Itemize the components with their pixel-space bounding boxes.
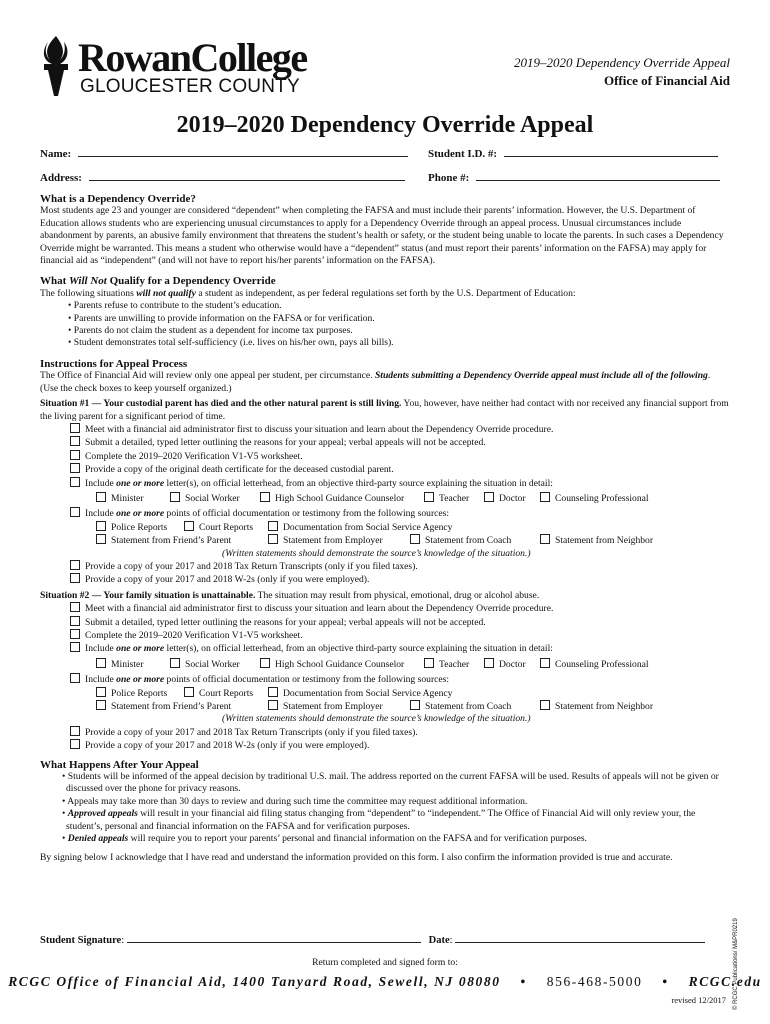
- statement-note: (Written statements should demonstrate the source’s knowledge of the situation.): [222, 713, 531, 725]
- doc-option: [96, 700, 268, 713]
- doc-options: [40, 521, 730, 534]
- source-option: [170, 492, 260, 505]
- source-option: [424, 658, 484, 671]
- publication-code: © RCGC Publications/ M&PR0219: [733, 918, 739, 1010]
- doc-option: [268, 687, 452, 700]
- form-body: [40, 193, 730, 864]
- source-option: [170, 658, 260, 671]
- checkbox[interactable]: [70, 560, 80, 570]
- doc-label: Police Reports: [111, 687, 168, 699]
- doc-label: Documentation from Social Service Agency: [283, 687, 453, 699]
- address-field-row: [40, 170, 405, 184]
- page-title: 2019–2020 Dependency Override Appeal: [176, 112, 594, 138]
- after-item-em: Denied appeals: [67, 833, 129, 845]
- checkbox[interactable]: [484, 492, 494, 502]
- after-item: • Denied appeals will require you to report your parents’ personal and financial information on the FAFSA and for verification purposes.: [62, 833, 587, 845]
- signature-field[interactable]: [127, 932, 421, 943]
- source-label: High School Guidance Counselor: [275, 658, 405, 670]
- checkbox[interactable]: [70, 463, 80, 473]
- situation-2: [40, 590, 730, 602]
- doc-option: [268, 521, 452, 534]
- not-heading-c: Qualify for a Dependency Override: [106, 275, 276, 288]
- not-item: • Parents are unwilling to provide information on the FAFSA or for verification.: [68, 312, 375, 324]
- after-item-em: Approved appeals: [67, 808, 138, 820]
- after-item: • Appeals may take more than 30 days to review and during such time the committee may request additional information.: [62, 795, 528, 807]
- doc-label: Court Reports: [199, 521, 254, 533]
- source-label: Minister: [111, 492, 144, 504]
- doc-label: Statement from Friend’s Parent: [111, 535, 232, 547]
- situation-1-label: Situation #1 — Your custodial parent has died and the other natural parent is still living.: [40, 398, 402, 410]
- doc-option: [268, 534, 410, 547]
- footer-office: RCGC Office of Financial Aid, 1400 Tanyard Road, Sewell, NJ 08080: [8, 974, 501, 989]
- header-office: Office of Financial Aid: [603, 73, 730, 88]
- doc-label: Documentation from Social Service Agency: [283, 521, 453, 533]
- checkbox[interactable]: [410, 700, 420, 710]
- checklist-item: [40, 463, 730, 476]
- checkbox[interactable]: [484, 658, 494, 668]
- checkbox[interactable]: [70, 477, 80, 487]
- checklist-text: Include: [85, 643, 117, 655]
- checklist-text-em: one or more: [116, 643, 165, 655]
- not-intro-a: The following situations: [40, 287, 137, 299]
- source-label: Counseling Professional: [555, 492, 649, 504]
- checkbox[interactable]: [540, 700, 550, 710]
- checklist-text: Submit a detailed, typed letter outlining the reasons for your appeal; verbal appeals will not be accepted.: [85, 437, 486, 449]
- checkbox[interactable]: [268, 521, 278, 531]
- doc-label: Statement from Employer: [283, 701, 383, 713]
- after-item-text: will require you to report your parents’ personal and financial information on the FAFSA and for verification purposes.: [128, 833, 587, 845]
- checkbox[interactable]: [70, 642, 80, 652]
- not-item: • Parents refuse to contribute to the student’s education.: [68, 300, 282, 312]
- source-option: [484, 492, 540, 505]
- header-right: [514, 54, 730, 90]
- what-heading: What is a Dependency Override?: [40, 193, 196, 205]
- source-option: [260, 492, 424, 505]
- torch-icon: [38, 34, 74, 100]
- doc-option: [96, 521, 184, 534]
- revised-date: revised 12/2017: [671, 995, 726, 1005]
- checkbox[interactable]: [70, 450, 80, 460]
- checklist-text: Meet with a financial aid administrator first to discuss your situation and learn about the Dependency Override procedure.: [85, 423, 554, 435]
- checkbox[interactable]: [96, 534, 106, 544]
- checkbox[interactable]: [540, 658, 550, 668]
- phone-label: Phone #:: [428, 172, 470, 184]
- after-item-text: will result in your financial aid filing status changing from “dependent” to “independent.” The Office of Financial Aid will only review your, the student’s, personal and financial information on the FAFSA and for verification purposes.: [66, 808, 696, 832]
- not-heading: [40, 275, 730, 287]
- logo-name: RowanCollege: [78, 35, 307, 80]
- checkbox[interactable]: [70, 739, 80, 749]
- address-field[interactable]: [89, 170, 405, 181]
- checkbox[interactable]: [170, 658, 180, 668]
- source-option: [96, 658, 170, 671]
- source-option: [484, 658, 540, 671]
- doc-option: [540, 534, 653, 547]
- checkbox[interactable]: [70, 673, 80, 683]
- checkbox[interactable]: [268, 687, 278, 697]
- checkbox[interactable]: [96, 700, 106, 710]
- checkbox[interactable]: [96, 521, 106, 531]
- signature-label: Student Signature: [40, 935, 122, 946]
- checkbox[interactable]: [540, 534, 550, 544]
- checklist-text: points of official documentation or testimony from the following sources:: [164, 508, 450, 520]
- doc-options: [40, 534, 730, 547]
- checklist-text-em: one or more: [116, 508, 165, 520]
- after-item: • Students will be informed of the appeal decision by traditional U.S. mail. The address reported on the current FAFSA will be used. Results of appeals will not be given or discussed over the phone for privacy reasons.: [62, 771, 719, 795]
- checkbox[interactable]: [96, 687, 106, 697]
- not-heading-a: What: [40, 275, 70, 288]
- checklist-item: [40, 507, 730, 520]
- doc-label: Statement from Coach: [425, 535, 512, 547]
- checklist-item: [40, 673, 730, 686]
- source-label: Doctor: [499, 658, 526, 670]
- checkbox[interactable]: [424, 492, 434, 502]
- phone-field-row: [428, 170, 720, 184]
- source-options: [40, 658, 730, 671]
- checkbox[interactable]: [70, 629, 80, 639]
- phone-field[interactable]: [476, 170, 720, 181]
- checkbox[interactable]: [70, 726, 80, 736]
- checklist-item: [40, 602, 730, 615]
- source-label: Social Worker: [185, 492, 240, 504]
- checklist-text: Provide a copy of your 2017 and 2018 Tax Return Transcripts (only if you filed taxes).: [85, 726, 418, 738]
- student-id-label: Student I.D. #:: [428, 148, 498, 160]
- name-field-row: [40, 146, 408, 160]
- checklist-text: Submit a detailed, typed letter outlining the reasons for your appeal; verbal appeals will not be accepted.: [85, 616, 486, 628]
- college-logo: [38, 34, 308, 100]
- student-id-field[interactable]: [504, 146, 718, 157]
- footer-phone: 856-468-5000: [546, 974, 643, 989]
- checklist-item: [40, 629, 730, 642]
- checkbox[interactable]: [424, 658, 434, 668]
- checklist-text: letter(s), on official letterhead, from an objective third-party source explaining the situation in detail:: [164, 643, 553, 655]
- date-field[interactable]: [455, 932, 705, 943]
- source-option: [540, 492, 649, 505]
- checklist-item: [40, 726, 730, 739]
- checklist-text-em: one or more: [116, 477, 165, 489]
- checklist-item: [40, 642, 730, 655]
- source-option: [260, 658, 424, 671]
- instr-heading: Instructions for Appeal Process: [40, 357, 188, 370]
- checkbox[interactable]: [70, 616, 80, 626]
- checklist-text: Include: [85, 508, 117, 520]
- source-option: [96, 492, 170, 505]
- date-label: Date: [428, 935, 450, 946]
- checklist-text: Include: [85, 674, 117, 686]
- source-option: [540, 658, 649, 671]
- source-label: Minister: [111, 658, 144, 670]
- what-body: Most students age 23 and younger are considered “dependent” when completing the FAFSA and must include their parents’ information. However, the U.S. Department of Education allows students who are experiencing unusual circumstances to apply for a Dependency Override through an appeal process. Unusual circumstances include abandonment by parents, an abusive family environment that threatens the student’s health or safety, or the student being unable to locate the parents. In such cases a Dependency Override might be warranted. This means a student who otherwise would have a “dependent” status (and must report their parents’ information on the FAFSA) may apply for financial aid as “independent” (and will not have to report his/her parents’ information on the FAFSA).: [40, 205, 724, 267]
- checkbox[interactable]: [70, 436, 80, 446]
- checkbox[interactable]: [170, 492, 180, 502]
- checklist-text: points of official documentation or testimony from the following sources:: [164, 674, 450, 686]
- doc-label: Statement from Neighbor: [555, 701, 654, 713]
- checkbox[interactable]: [260, 492, 270, 502]
- not-intro-c: a student as independent, as per federal regulations set forth by the U.S. Department of Education:: [195, 287, 576, 299]
- checklist-text: Include: [85, 477, 117, 489]
- instr-intro: [40, 370, 730, 395]
- instr-intro-a: The Office of Financial Aid will review only one appeal per student, per circumstance.: [40, 370, 375, 382]
- checklist-text: Provide a copy of the original death certificate for the deceased custodial parent.: [85, 464, 394, 476]
- doc-option: [96, 687, 184, 700]
- checkbox[interactable]: [268, 700, 278, 710]
- checkbox[interactable]: [70, 602, 80, 612]
- checkbox[interactable]: [70, 573, 80, 583]
- checkbox[interactable]: [260, 658, 270, 668]
- statement-note: (Written statements should demonstrate the source’s knowledge of the situation.): [222, 547, 531, 559]
- source-label: Doctor: [499, 492, 526, 504]
- return-instructions: Return completed and signed form to:: [312, 957, 458, 968]
- header-form-title: 2019–2020 Dependency Override Appeal: [513, 55, 730, 70]
- checkbox[interactable]: [96, 492, 106, 502]
- source-option: [424, 492, 484, 505]
- checkbox[interactable]: [70, 507, 80, 517]
- doc-label: Court Reports: [199, 687, 254, 699]
- checkbox[interactable]: [540, 492, 550, 502]
- after-item: • Approved appeals will result in your financial aid filing status changing from “dependent” to “independent.” The Office of Financial Aid will only review your, the student’s, personal and financial information on the FAFSA and for verification purposes.: [62, 808, 696, 832]
- source-label: Teacher: [439, 658, 470, 670]
- doc-label: Statement from Friend’s Parent: [111, 701, 232, 713]
- checklist-text: Complete the 2019–2020 Verification V1-V5 worksheet.: [85, 630, 303, 641]
- doc-option: [184, 687, 268, 700]
- checklist-text: Provide a copy of your 2017 and 2018 Tax Return Transcripts (only if you filed taxes).: [85, 560, 418, 572]
- source-label: Social Worker: [185, 658, 240, 670]
- footer-dot: •: [662, 974, 669, 989]
- acknowledgement: By signing below I acknowledge that I have read and understand the information provided on this form. I also confirm the information provided is true and accurate.: [40, 851, 673, 863]
- checklist-text: Complete the 2019–2020 Verification V1-V5 worksheet.: [85, 450, 303, 462]
- not-intro: [40, 288, 730, 300]
- student-id-row: [428, 146, 718, 160]
- checkbox[interactable]: [184, 687, 194, 697]
- not-item: • Parents do not claim the student as a dependent for income tax purposes.: [68, 325, 353, 337]
- checkbox[interactable]: [70, 423, 80, 433]
- doc-options: [40, 700, 730, 713]
- logo-subtitle: GLOUCESTER COUNTY: [80, 76, 300, 97]
- source-options: [40, 492, 730, 505]
- checkbox[interactable]: [268, 534, 278, 544]
- checklist-item: [40, 477, 730, 490]
- source-label: Teacher: [439, 492, 470, 504]
- situation-1: [40, 398, 730, 423]
- checklist-item: [40, 739, 730, 752]
- doc-label: Statement from Employer: [283, 535, 383, 547]
- checklist-text-em: one or more: [116, 674, 165, 686]
- name-field[interactable]: [78, 146, 408, 157]
- checkbox[interactable]: [184, 521, 194, 531]
- name-label: Name:: [40, 148, 72, 160]
- footer-website: RCGC.edu: [688, 974, 762, 989]
- checklist-item: [40, 573, 730, 586]
- checkbox[interactable]: [96, 658, 106, 668]
- situation-2-label: Situation #2 — Your family situation is unattainable.: [40, 589, 256, 601]
- doc-label: Statement from Neighbor: [555, 535, 654, 547]
- checklist-text: letter(s), on official letterhead, from an objective third-party source explaining the situation in detail:: [164, 477, 553, 489]
- checklist-item: [40, 450, 730, 463]
- source-label: High School Guidance Counselor: [275, 492, 405, 504]
- checklist-text: Provide a copy of your 2017 and 2018 W-2s (only if you were employed).: [85, 574, 370, 586]
- doc-option: [96, 534, 268, 547]
- address-label: Address:: [40, 172, 82, 184]
- doc-option: [410, 534, 540, 547]
- source-label: Counseling Professional: [555, 658, 649, 670]
- not-item: • Student demonstrates total self-sufficiency (i.e. lives on his/her own, pays all bills).: [68, 337, 394, 349]
- doc-label: Statement from Coach: [425, 701, 512, 713]
- after-heading: What Happens After Your Appeal: [40, 758, 199, 771]
- footer-contact: [0, 974, 770, 990]
- checkbox[interactable]: [410, 534, 420, 544]
- checklist-text: Meet with a financial aid administrator first to discuss your situation and learn about the Dependency Override procedure.: [85, 603, 554, 615]
- doc-label: Police Reports: [111, 521, 168, 533]
- doc-option: [184, 521, 268, 534]
- signature-row: Student Signature: Date:: [40, 932, 705, 946]
- doc-option: [540, 700, 653, 713]
- checklist-item: [40, 423, 730, 436]
- instr-intro-c: . (Use the check boxes to keep yourself organized.): [40, 370, 711, 394]
- instr-intro-b: Students submitting a Dependency Override appeal must include all of the following: [374, 370, 708, 382]
- situation-2-desc: The situation may result from physical, emotional, drug or alcohol abuse.: [255, 589, 540, 601]
- not-intro-b: will not qualify: [136, 287, 196, 299]
- situation-1-desc: You, however, have neither had contact with nor received any financial support from the living parent for a significant period of time.: [40, 398, 729, 422]
- checklist-item: [40, 616, 730, 629]
- checklist-text: Provide a copy of your 2017 and 2018 W-2s (only if you were employed).: [85, 740, 370, 752]
- doc-option: [268, 700, 410, 713]
- checklist-item: [40, 560, 730, 573]
- doc-options: [40, 687, 730, 700]
- checklist-item: [40, 436, 730, 449]
- not-heading-b: Will Not: [69, 275, 107, 288]
- doc-option: [410, 700, 540, 713]
- footer-dot: •: [520, 974, 527, 989]
